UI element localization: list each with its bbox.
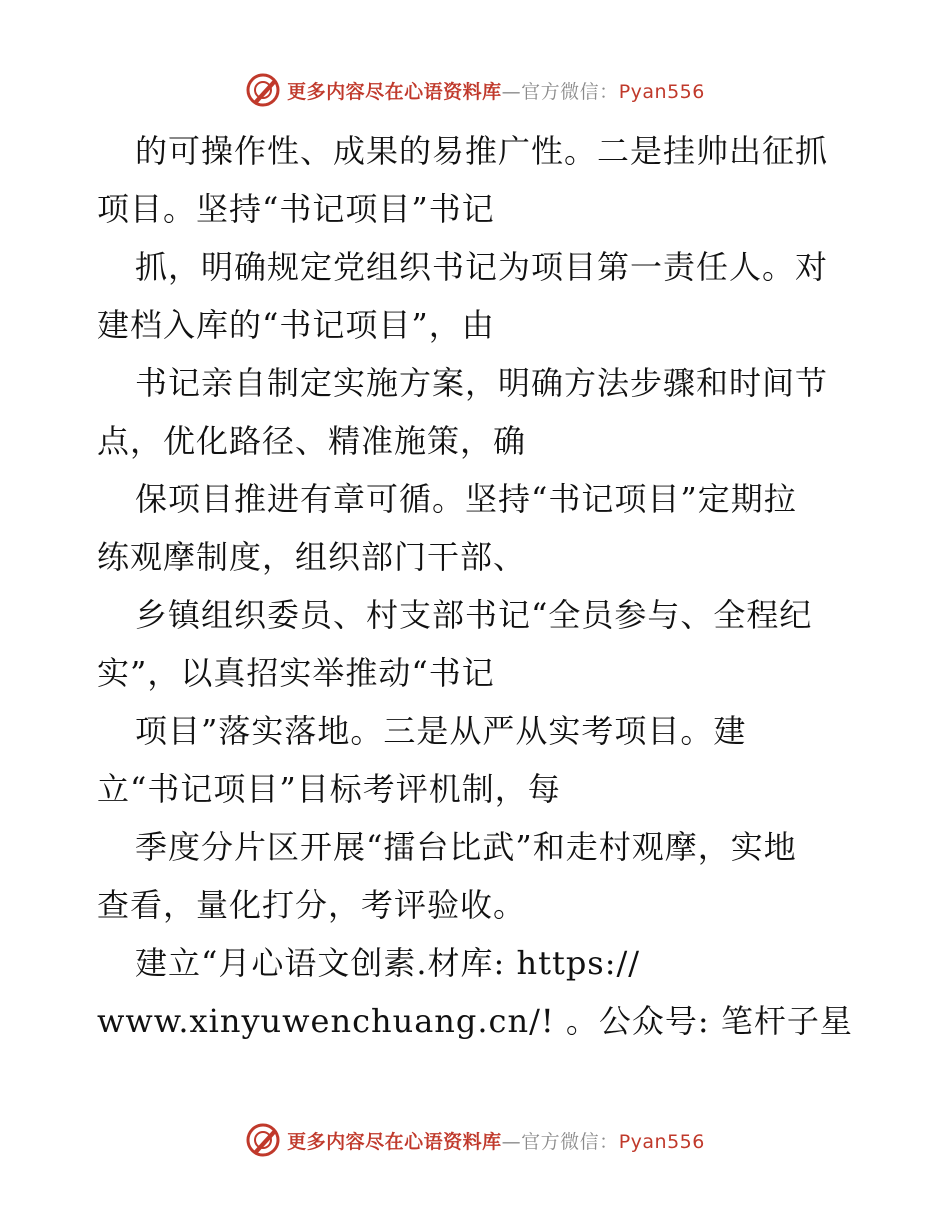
pen-logo-icon bbox=[245, 1122, 281, 1158]
text-line: www.xinyuwenchuang.cn/! 。公众号: 笔杆子星 bbox=[97, 1002, 853, 1040]
text-line: 季度分片区开展“擂台比武”和走村观摩，实地 bbox=[135, 828, 797, 866]
watermark-id: Pyan556 bbox=[618, 80, 705, 103]
watermark-sep: — bbox=[501, 1130, 522, 1153]
text-line: 立“书记项目”目标考评机制，每 bbox=[97, 770, 561, 808]
header-watermark bbox=[0, 70, 950, 110]
watermark-main: 更多内容尽在心语资料库 bbox=[287, 80, 502, 103]
text-line: 查看，量化打分，考评验收。 bbox=[97, 886, 527, 924]
watermark-text bbox=[287, 1127, 705, 1154]
text-line: 保项目推进有章可循。坚持“书记项目”定期拉 bbox=[135, 480, 797, 518]
document-body bbox=[97, 122, 857, 1050]
watermark-id: Pyan556 bbox=[618, 1130, 705, 1153]
watermark-text bbox=[287, 77, 705, 104]
text-line: 项目。坚持“书记项目”书记 bbox=[97, 190, 495, 228]
watermark-sep: — bbox=[501, 80, 522, 103]
text-line: 实”，以真招实举推动“书记 bbox=[97, 654, 495, 692]
text-line: 建立“月心语文创素.材库: https:// bbox=[135, 944, 641, 982]
watermark-label: 官方微信： bbox=[521, 1130, 619, 1153]
text-line: 点，优化路径、精准施策，确 bbox=[97, 422, 527, 460]
text-line: 项目”落实落地。三是从严从实考项目。建 bbox=[135, 712, 747, 750]
watermark-main: 更多内容尽在心语资料库 bbox=[287, 1130, 502, 1153]
text-line: 书记亲自制定实施方案，明确方法步骤和时间节 bbox=[135, 364, 829, 402]
pen-logo-icon bbox=[245, 72, 281, 108]
text-line: 建档入库的“书记项目”，由 bbox=[97, 306, 495, 344]
footer-watermark bbox=[0, 1120, 950, 1160]
watermark-label: 官方微信： bbox=[521, 80, 619, 103]
text-line: 的可操作性、成果的易推广性。二是挂帅出征抓 bbox=[135, 132, 829, 170]
text-line: 练观摩制度，组织部门干部、 bbox=[97, 538, 527, 576]
text-line: 抓，明确规定党组织书记为项目第一责任人。对 bbox=[135, 248, 829, 286]
text-line: 乡镇组织委员、村支部书记“全员参与、全程纪 bbox=[135, 596, 813, 634]
